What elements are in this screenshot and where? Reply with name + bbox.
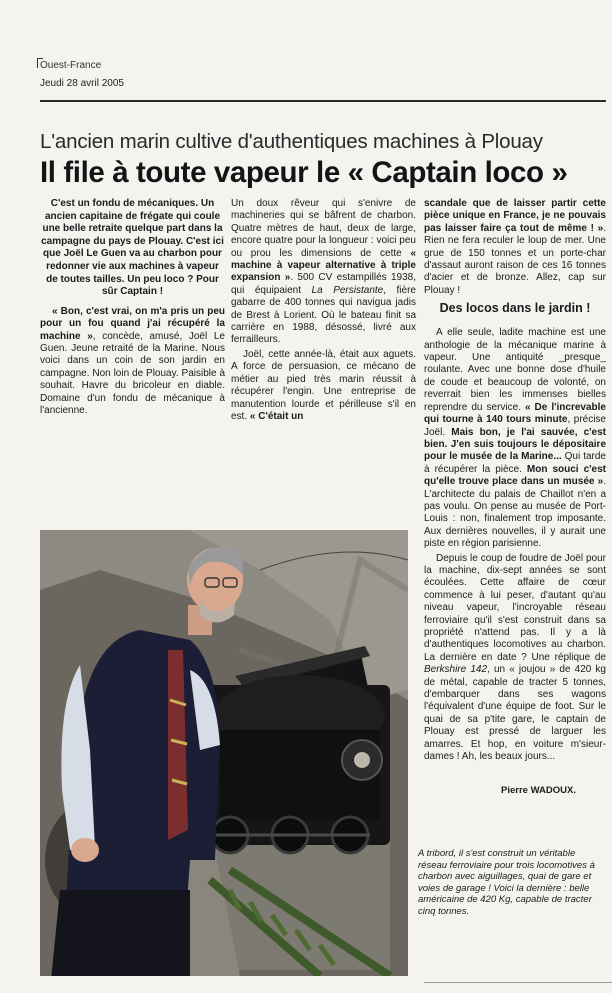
text: A elle seule, ladite machine est une anthologie de la mécanique marine à vapeur. Une antiquité _presque_ roulante. Avec une bonne dose d'huile de coude et beaucoup de volonté, on reverrait bien les immenses bielles reprendre du service. <box>424 327 606 413</box>
ship-name: La Persistante <box>311 284 384 296</box>
text: . Rien ne fera reculer le loup de mer. Une grue de 150 tonnes et un porte-char d'assaut auront raison de ces 16 tonnes d'acier et de bronze. Allez, cap sur Plouay ! <box>424 222 606 296</box>
paragraph <box>424 198 606 297</box>
text: Depuis le coup de foudre de Joël pour la machine, dix-sept années se sont écoulées. Cette affaire de cœur commence à lui peser, d'autant qu'au niveau vapeur, l'incroyable réseau ferroviaire qu'il s'est construit dans sa propriété n'attend pas. Il y a là d'authentiques locomotives au charbon. La dernière en date ? Une réplique de <box>424 552 606 663</box>
quote: scandale que de laisser partir cette pièce unique en France, je ne pouvais pas laisser faire ça tout de même ! » <box>424 198 606 234</box>
model-name: Berkshire 142 <box>424 664 488 676</box>
section-subhead: Des locos dans le jardin ! <box>439 301 591 316</box>
newspaper-name: Ouest-France <box>40 60 102 71</box>
photo-illustration <box>40 530 408 976</box>
text: Qui tarde à récupérer la pièce. <box>424 451 606 475</box>
quote: « C'était un <box>249 410 304 422</box>
quote: « Bon, c'est vrai, on m'a pris un peu pour un fou quand j'ai récupéré la machine » <box>40 305 225 342</box>
column-3 <box>424 198 606 800</box>
masthead <box>40 60 606 104</box>
text: , un « joujou » de 420 kg de métal, capable de tracter 5 tonnes, d'embarquer dans ses wagons l'équivalent d'une équipe de foot. Sur le quai de sa p'tite gare, le captain de Plouay est pressé de larguer les amarres. Et hop, en voiture m'sieur-dames ! Ah, les beaux jours... <box>424 664 606 763</box>
text: . 500 CV estampillés 1938, qui équipaient <box>231 272 416 296</box>
text: . L'architecte du palais de Chaillot n'en a pas voulu. On pense au musée de Port-Louis : non, finalement trop imposante. Aux dernières nouvelles, il y aurait une piste en région parisienne. <box>424 476 606 550</box>
publication-date: Jeudi 28 avril 2005 <box>40 78 124 89</box>
article-lead: C'est un fondu de mécaniques. Un ancien capitaine de frégate qui coule une belle retraite quelque part dans la campagne du pays de Plouay. C'est ici que Joël Le Guen va au charbon pour redonner vie aux machines à vapeur de toutes tailles. Un peu loco ? Pour sûr Captain ! <box>41 198 224 298</box>
quote: « machine à vapeur alternative à triple expansion » <box>231 247 416 284</box>
author-byline: Pierre WADOUX. <box>501 785 576 797</box>
footer-strip <box>424 982 612 993</box>
photo-caption: A tribord, il s'est construit un véritable réseau ferroviaire pour trois locomotives à charbon avec aiguillages, quai de gare et voies de garage ! Voici la dernière : belle américaine de 420 Kg, capable de tracter cinq tonnes. <box>418 848 595 917</box>
quote: « De l'increvable qui tourne à 140 tours minute <box>424 401 606 426</box>
paragraph <box>40 306 225 418</box>
article-photo <box>40 530 408 976</box>
text: Un doux rêveur qui s'enivre de machineries qui se bâfrent de charbon. Quatre mètres de haut, deux de large, encore quatre pour la longueur : voici peu ou prou les dimensions de cette <box>231 198 416 259</box>
text: , fière gabarre de 400 tonnes qui navigua jadis de Brest à Lorient. Où le bateau finit sa carrière en 1988, désossé, livré aux ferrailleurs. <box>231 284 416 346</box>
quote: Mon souci c'est qu'elle trouve place dans un musée » <box>424 463 606 488</box>
paragraph <box>424 327 606 550</box>
quote: Mais bon, je l'ai sauvée, c'est bien. J'en suis toujours le dépositaire pour le musée de la Marine... <box>424 426 606 463</box>
text: , concède, amusé, Joël Le Guen. Jeune retraité de la Marine. Nous voici dans un coin de son jardin en campagne. Non loin de Plouay. Paisible à souhait. Havre du bricoleur en diable. Domaine d'un fondu de mécanique à l'ancienne. <box>40 330 225 416</box>
paragraph <box>231 198 416 347</box>
article-kicker: L'ancien marin cultive d'authentiques machines à Plouay <box>40 130 543 153</box>
paragraph <box>424 553 606 764</box>
text: , précise Joël. <box>424 414 606 438</box>
text: Joël, cette année-là, était aux aguets. A force de persuasion, ce mécano de métier au pied très marin réussit à récupérer l'engin. Une entreprise de manutention lourde et périlleuse s'il en est. <box>231 348 416 422</box>
article-headline: Il file à toute vapeur le « Captain loco » <box>40 156 568 189</box>
column-2 <box>231 198 416 425</box>
header-rule <box>40 100 606 102</box>
column-1 <box>40 198 225 419</box>
paragraph <box>231 349 416 423</box>
